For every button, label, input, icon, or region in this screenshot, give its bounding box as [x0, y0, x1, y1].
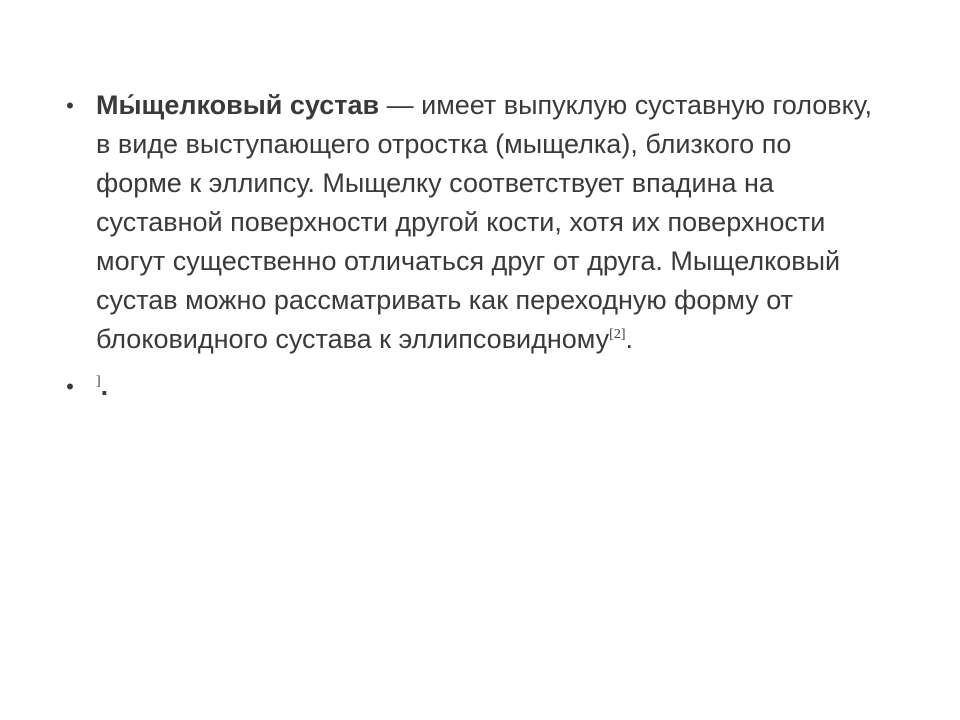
sentence-end: . [100, 371, 109, 401]
stray-bracket: ] [96, 374, 101, 389]
bullet-item-condylar-joint [60, 86, 880, 359]
bullet-marker: • [66, 93, 74, 118]
bullet-list [60, 86, 880, 414]
bullet-item-fragment [60, 367, 880, 406]
reference-link[interactable]: [2] [609, 327, 626, 342]
bullet-marker: • [66, 374, 74, 399]
definition-text: — имеет выпуклую суставную головку, в виде выступающего отростка (мыщелка), близкого по форме к эллипсу. Мыщелку соответствует впадина на суставной поверхности другой кости, хотя их поверхности могут существенно отличаться друг от друга. Мыщелковый сустав можно рассматривать как переходную форму от блоковидного сустава к эллипсовидному [96, 90, 873, 354]
sentence-end: . [625, 324, 634, 354]
term-heading: Мы́щелковый сустав [96, 90, 380, 120]
